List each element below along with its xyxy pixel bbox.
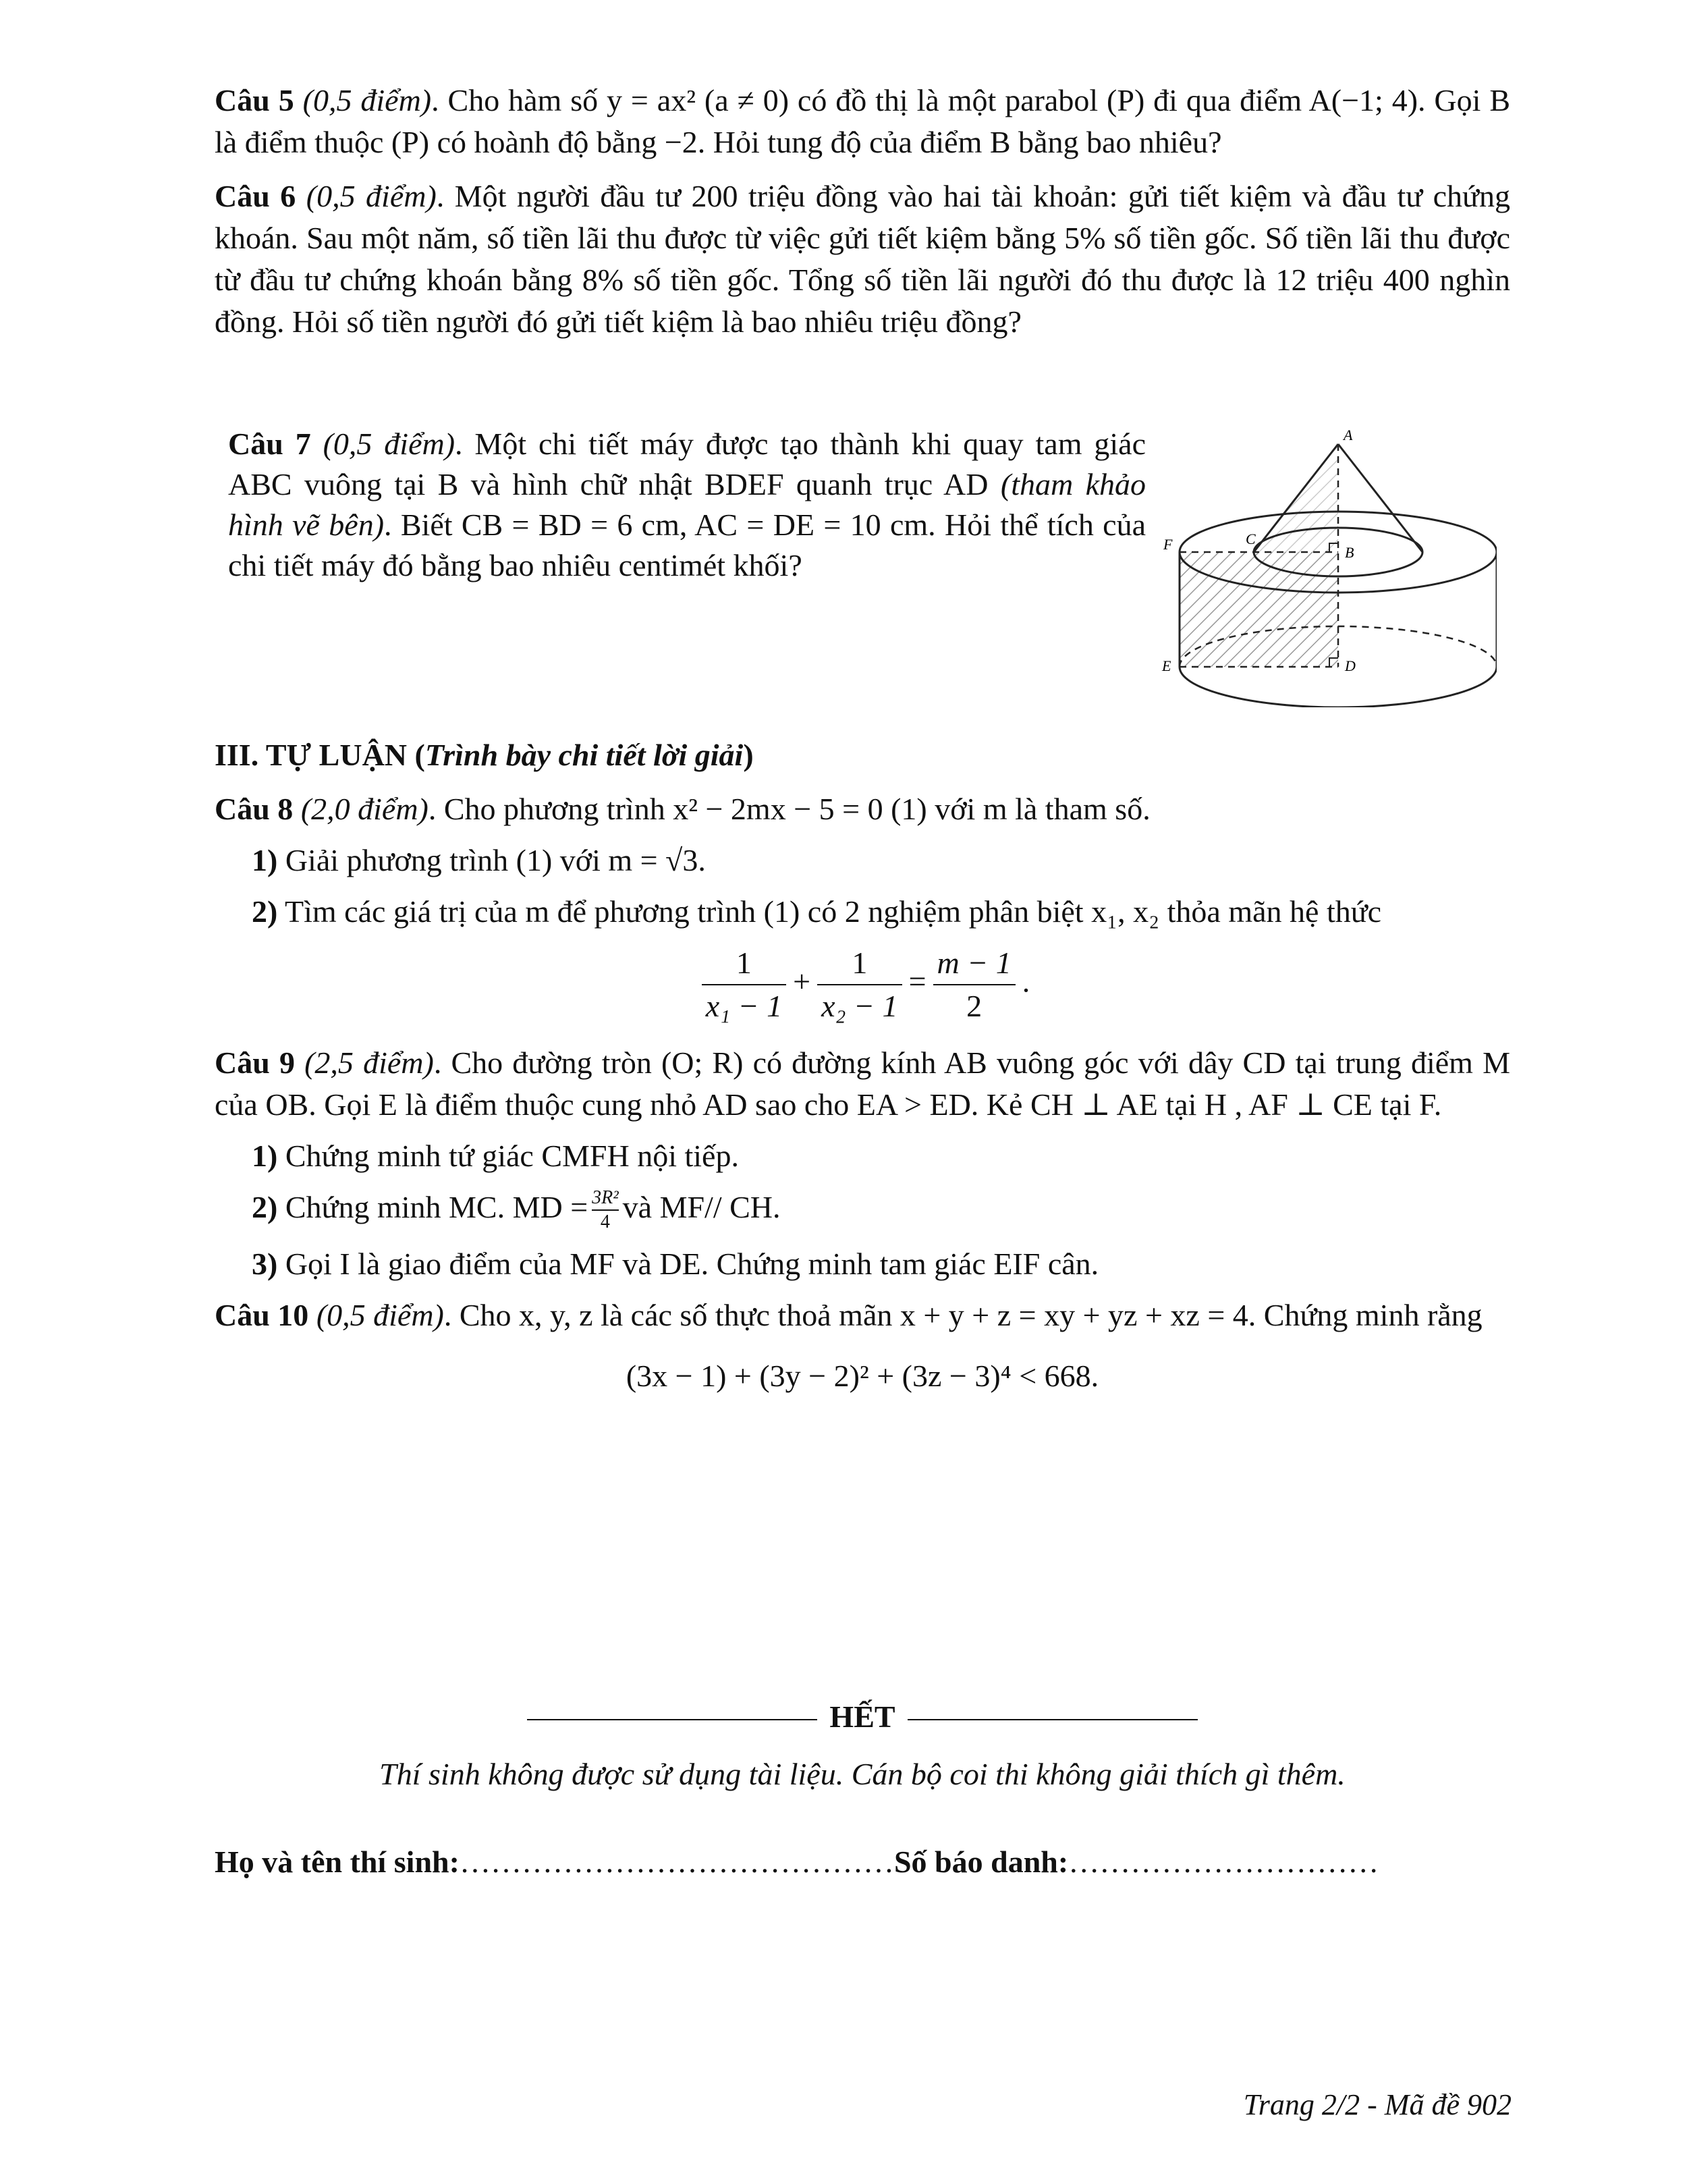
equals-sign: = xyxy=(908,964,927,999)
section-title-end: ) xyxy=(743,738,754,772)
q9-label: Câu 9 xyxy=(215,1045,295,1080)
q7-text-b: . Biết CB = BD = 6 cm, AC = DE = 10 cm. Hỏi thể tích của chi tiết máy đó bằng bao nhiêu centimét khối? xyxy=(228,508,1146,582)
q6-points: (0,5 điểm) xyxy=(306,179,437,213)
fraction-1-den: x₁ − 1 xyxy=(705,989,783,1023)
name-dots: …………………………………… xyxy=(459,1845,894,1879)
fraction-1-num: 1 xyxy=(702,942,786,985)
section-3 xyxy=(215,734,1510,1416)
label-c: C xyxy=(1246,530,1256,547)
cone-right-edge xyxy=(1338,444,1422,552)
q9-fraction-num: 3R² xyxy=(592,1186,619,1211)
label-f: F xyxy=(1163,536,1173,553)
exam-note: Thí sinh không được sử dụng tài liệu. Cán bộ coi thi không giải thích gì thêm. xyxy=(379,1757,1346,1791)
q9-p2-text-b: và MF// CH. xyxy=(622,1190,781,1224)
question-10 xyxy=(215,1294,1510,1336)
q5-text: . Cho hàm số y = ax² (a ≠ 0) có đồ thị là một parabol (P) đi qua điểm A(−1; 4). Gọi B là điểm thuộc (P) có hoành độ bằng −2. Hỏi tung độ của điểm B bằng bao nhiêu? xyxy=(215,83,1511,159)
q9-part-2 xyxy=(215,1186,1510,1234)
q8-part-1 xyxy=(215,840,1510,881)
fraction-3-den: 2 xyxy=(966,989,983,1023)
question-5 xyxy=(215,80,1510,163)
label-e: E xyxy=(1162,657,1171,674)
q8-part-2 xyxy=(215,891,1510,933)
q5-points: (0,5 điểm) xyxy=(302,83,432,117)
q8-p1-text: Giải phương trình (1) với m = √3. xyxy=(277,843,706,877)
q8-equation xyxy=(215,942,1510,1027)
id-dots: ………………………… xyxy=(1068,1845,1379,1879)
question-9 xyxy=(215,1042,1510,1126)
candidate-info xyxy=(215,1841,1510,1883)
q8-points: (2,0 điểm) xyxy=(300,792,428,826)
q9-fraction xyxy=(592,1186,619,1234)
question-8 xyxy=(215,788,1510,830)
fraction-1 xyxy=(702,942,786,1027)
label-d: D xyxy=(1345,657,1356,674)
id-label: Số báo danh: xyxy=(893,1845,1069,1879)
hatched-rectangle xyxy=(1180,552,1338,667)
q8-text: . Cho phương trình x² − 2mx − 5 = 0 (1) với m là tham số. xyxy=(428,792,1151,826)
fraction-2 xyxy=(817,942,902,1027)
label-b: B xyxy=(1345,544,1354,561)
q10-inequality: (3x − 1) + (3y − 2)² + (3z − 3)⁴ < 668. xyxy=(626,1359,1099,1394)
fraction-3-num: m − 1 xyxy=(933,942,1016,985)
q7-text-a: . Một chi tiết máy được tạo thành khi quay tam giác ABC vuông tại B và hình chữ nhật BDEF quanh trục AD xyxy=(228,427,1146,501)
q8-label: Câu 8 xyxy=(215,792,294,826)
end-marker xyxy=(215,1696,1510,1738)
q6-label: Câu 6 xyxy=(215,179,296,213)
q9-p2-label: 2) xyxy=(252,1190,278,1224)
section-title-italic: Trình bày chi tiết lời giải xyxy=(424,738,744,772)
q9-part-1 xyxy=(215,1135,1510,1177)
name-label: Họ và tên thí sinh: xyxy=(215,1845,460,1879)
question-6 xyxy=(215,175,1510,343)
section-3-title xyxy=(215,734,1510,776)
end-text: HẾT xyxy=(829,1699,895,1734)
q10-text: . Cho x, y, z là các số thực thoả mãn x + y + z = xy + yz + xz = 4. Chứng minh rằng xyxy=(443,1298,1483,1333)
end-line-left xyxy=(527,1719,817,1720)
q7-text-italic: (tham khảo hình vẽ bên) xyxy=(228,467,1146,542)
q6-text: . Một người đầu tư 200 triệu đồng vào hai tài khoản: gửi tiết kiệm và đầu tư chứng khoán. Sau một năm, số tiền lãi thu được từ việc gửi tiết kiệm bằng 5% số tiền gốc. Số tiền lãi thu được từ đầu tư chứng khoán bằng 8% số tiền gốc. Tổng số tiền lãi người đó thu được là 12 triệu 400 nghìn đồng. Hỏi số tiền người đó gửi tiết kiệm là bao nhiêu triệu đồng? xyxy=(215,179,1510,339)
q7-label: Câu 7 xyxy=(228,427,311,461)
q10-label: Câu 10 xyxy=(215,1298,309,1333)
plus-sign: + xyxy=(793,964,811,999)
q7-points: (0,5 điểm) xyxy=(323,427,455,461)
q9-part-3 xyxy=(215,1243,1510,1285)
question-7 xyxy=(228,424,1146,586)
section-title: III. TỰ LUẬN ( xyxy=(215,738,425,772)
q9-p1-label: 1) xyxy=(252,1139,278,1173)
q5-label: Câu 5 xyxy=(215,83,294,117)
q9-p1-text: Chứng minh tứ giác CMFH nội tiếp. xyxy=(277,1139,739,1173)
cone-cylinder-figure xyxy=(1159,424,1497,707)
q9-text: . Cho đường tròn (O; R) có đường kính AB vuông góc với dây CD tại trung điểm M của OB. Gọi E là điểm thuộc cung nhỏ AD sao cho EA > ED. Kẻ CH ⊥ AE tại H , AF ⊥ CE tại F. xyxy=(215,1045,1511,1122)
q8-p1-label: 1) xyxy=(252,843,278,877)
equation-dot: . xyxy=(1022,964,1030,999)
figure-svg xyxy=(1159,424,1497,707)
q8-p2-text: Tìm các giá trị của m để phương trình (1) có 2 nghiệm phân biệt x₁, x₂ thỏa mãn hệ thức xyxy=(277,894,1382,929)
cylinder-bottom-front xyxy=(1180,667,1497,707)
q9-p3-label: 3) xyxy=(252,1247,278,1282)
page-footer: Trang 2/2 - Mã đề 902 xyxy=(1243,2088,1512,2121)
fraction-2-num: 1 xyxy=(817,942,902,985)
q9-p3-text: Gọi I là giao điểm của MF và DE. Chứng minh tam giác EIF cân. xyxy=(277,1247,1099,1282)
end-line-right xyxy=(908,1719,1198,1720)
q9-points: (2,5 điểm) xyxy=(304,1045,434,1080)
label-a: A xyxy=(1344,427,1353,443)
exam-page xyxy=(215,80,1511,1879)
q8-p2-label: 2) xyxy=(252,894,278,929)
q9-p2-text-a: Chứng minh MC. MD = xyxy=(277,1190,588,1224)
fraction-2-den: x₂ − 1 xyxy=(821,989,898,1023)
fraction-3 xyxy=(933,942,1016,1027)
q10-points: (0,5 điểm) xyxy=(316,1298,444,1333)
q9-fraction-den: 4 xyxy=(600,1211,610,1233)
